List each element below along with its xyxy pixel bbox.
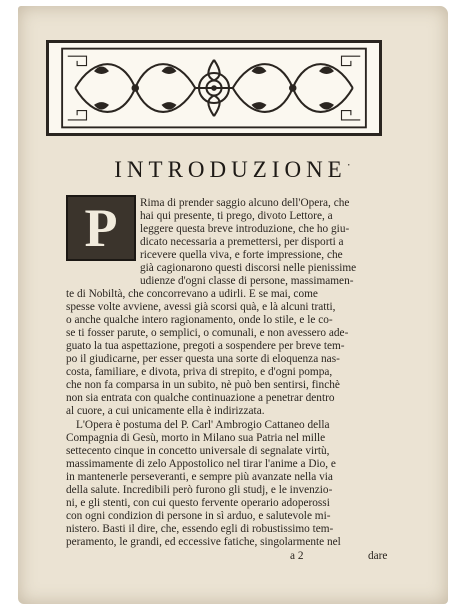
decorated-initial-letter: P <box>84 198 118 258</box>
text-line: costa, familiare, e divota, priva di strepito, e d'ogni pompa, <box>66 366 333 378</box>
ornamental-headpiece <box>46 40 382 136</box>
text-line: ni, e gli stenti, con cui questo fervente operario adoperossi <box>66 497 330 509</box>
text-line: peramento, le grandi, ed eccessive fatiche, singolarmente nel <box>66 536 341 548</box>
text-line: dicato necessaria a premettersi, per disporti a <box>140 236 344 248</box>
catchword: dare <box>368 550 388 562</box>
text-line: in mantenerle perseveranti, e sempre più avanzate nella via <box>66 471 333 483</box>
text-line: L'Opera è postuma del P. Carl' Ambrogio Cattaneo della <box>76 419 330 431</box>
text-line: po il giudicarne, per esser questa una sorte di eloquenza nas- <box>66 353 340 365</box>
text-line: con ogni condizion di persone in sì arduo, e salutevole mi- <box>66 510 331 522</box>
text-line: o anche qualche intero ragionamento, onde lo stile, e le co- <box>66 314 333 326</box>
text-line: Rima di prender saggio alcuno dell'Opera, che <box>140 197 350 209</box>
text-line: ricevere quella viva, e forte impressione, che <box>140 249 343 261</box>
text-line: hai qui presente, ti prego, divoto Lettore, a <box>140 210 333 222</box>
decorated-initial <box>66 195 136 261</box>
signature-mark: a 2 <box>290 550 304 562</box>
text-line: già cagionarono questi discorsi nelle pienissime <box>140 262 357 274</box>
text-line: se ti fosser parute, o semplici, o comunali, e non avessero ade- <box>66 327 349 339</box>
text-line: spesse volte avviene, avessi già scorsi quà, e là alcuni tratti, <box>66 301 336 313</box>
text-line: settecento cinque in concetto universale di segnalate virtù, <box>66 445 330 457</box>
floral-ornament-icon <box>49 43 379 133</box>
text-line: nistero. Basti il dire, che, essendo egli di robustissimo tem- <box>66 523 334 535</box>
text-line: te di Nobiltà, che concorrevano a udirli. E se mai, come <box>66 288 318 300</box>
text-line: al cuore, a cui unicamente ella è indirizzata. <box>66 405 265 417</box>
text-line: che non fa comparsa in un subito, nè può ben sentirsi, finchè <box>66 379 340 391</box>
text-line: della salute. Incredibili però furono gli studj, e le invenzio- <box>66 484 333 496</box>
text-line: non sia entrata con qualche continuazione a penetrar dentro <box>66 392 335 404</box>
page-title: INTRODUZIONE· <box>114 157 351 182</box>
text-line: Compagnia di Gesù, morto in Milano sua Patria nel mille <box>66 432 326 444</box>
text-line: massimamente di zelo Appostolico nel tirar l'anime a Dio, e <box>66 458 336 470</box>
text-line: udienze d'ogni classe di persone, massimamen- <box>140 275 354 287</box>
text-line: guato la tua aspettazione, pregoti a sospendere per breve tem- <box>66 340 345 352</box>
text-line: leggere questa breve introduzione, che ho giu- <box>140 223 350 235</box>
